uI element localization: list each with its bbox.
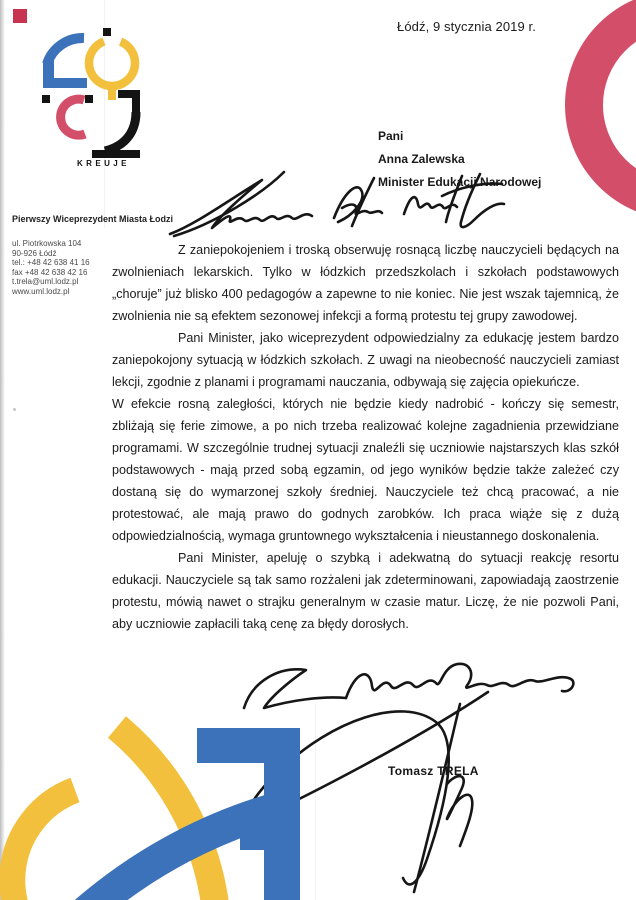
logo-dot-right (85, 95, 93, 103)
paragraph: Z zaniepokojeniem i troską obserwuję rosnącą liczbę nauczycieli będących na zwolnieniach lekarskich. Tylko w łódzkich przedszkolach i szkołach podstawowych „choruje” już blisko 400 pedagogów a zapewne to nie koniec. Nie jest wszak tajemnicą, że zwolnienia nie są efektem sezonowej infekcji a formą protestu tej grupy zawodowej. (112, 243, 619, 323)
logo-letter-l-bar (43, 78, 87, 88)
logo-letter-o-tail (108, 88, 116, 100)
paragraph: Pani Minister, jako wiceprezydent odpowiedzialny za edukację jestem bardzo zaniepokojony sytuacją w łódzkich szkołach. Z uwagi na nieobecność nauczycieli zamiast lekcji, zgodnie z planami i programami nauczania, odbywają się zajęcia opiekuńcze. (112, 331, 619, 389)
greeting-word-szanowna (170, 180, 312, 234)
scan-speck (13, 408, 16, 411)
signature-powazaniem-scrawl (346, 664, 573, 698)
signer-name: Tomasz TRELA (388, 764, 479, 778)
lodz-city-logo-icon (35, 18, 145, 163)
address-line: fax +48 42 638 42 16 (12, 267, 88, 277)
address-line: ul. Piotrkowska 104 (12, 239, 82, 248)
handwritten-greeting (166, 168, 511, 238)
signature-small-loop (447, 776, 472, 846)
greeting-flourish (174, 172, 284, 236)
recipient-line: Minister Edukacji Narodowej (378, 175, 542, 189)
logo-letter-z-base (92, 150, 140, 158)
date-line: Łódź, 9 stycznia 2019 r. (397, 19, 536, 34)
pink-ring-decoration (560, 0, 636, 215)
logo-accent-dot (103, 28, 111, 36)
logo-letter-d-arc (61, 99, 85, 135)
logo-dot-left (42, 95, 50, 103)
logo-letter-o-ring (89, 40, 135, 86)
greeting-word-pani (334, 178, 382, 226)
logo-letter-l-stem (43, 60, 54, 80)
pink-ring-circle (584, 9, 636, 201)
artwork-blue-vertical-bar (264, 728, 300, 900)
corner-red-square-mark (13, 9, 27, 23)
paragraph: W efekcie rosną zaległości, których nie będzie kiedy nadrobić - kończy się semestr, zbliżają się ferie zimowe, a po nich trzeba realizować kolejne zagadnienia przewidziane programami. W szczególnie trudnej sytuacji znaleźli się uczniowie najstarszych klas szkół podstawowych - mają przed sobą egzamin, od jego wyników będzie także zależeć czy dostaną się do wymarzonej szkoły średniej. Nauczyciele też chcą pracować, a nie protestować, ale mają prawo do godnych zarobków. Ich praca wiąże się z dużą odpowiedzialnością, wymaga gruntownego wykształcenia i nieustannego doskonalenia. (112, 397, 619, 543)
recipient-line: Anna Zalewska (378, 152, 465, 166)
paragraph: Pani Minister, apeluję o szybką i adekwatną do sytuacji reakcję resortu edukacji. Nauczyciele są tak samo rozżaleni jak zdeterminowani, zapowiadają zaostrzenie protestu, mówią nawet o strajku generalnym w czasie matur. Liczę, że nie pozwoli Pani, aby uczniowie zapłacili taką cenę za błędy dorosłych. (112, 551, 619, 631)
logo-letter-z-curve (105, 112, 136, 151)
artwork-blue-middle-arm (240, 823, 266, 850)
greeting-word-minister (404, 174, 504, 227)
bottom-logo-artwork (0, 715, 420, 900)
address-line: www.uml.lodz.pl (12, 286, 70, 296)
logo-wordmark: KREUJE (77, 159, 130, 168)
sender-title: Pierwszy Wiceprezydent Miasta Łodzi (12, 214, 173, 224)
address-line: 90-926 Łódź (12, 248, 57, 258)
sender-address-block (12, 239, 90, 297)
artwork-yellow-ring-small (12, 790, 75, 900)
address-line: tel.: +48 42 638 41 16 (12, 258, 90, 268)
address-line: t.trela@uml.lodz.pl (12, 277, 79, 287)
logo-letter-z-stub (132, 90, 140, 114)
recipient-line: Pani (378, 129, 404, 143)
signature-z-flourish (244, 669, 346, 708)
letter-body (112, 239, 619, 635)
